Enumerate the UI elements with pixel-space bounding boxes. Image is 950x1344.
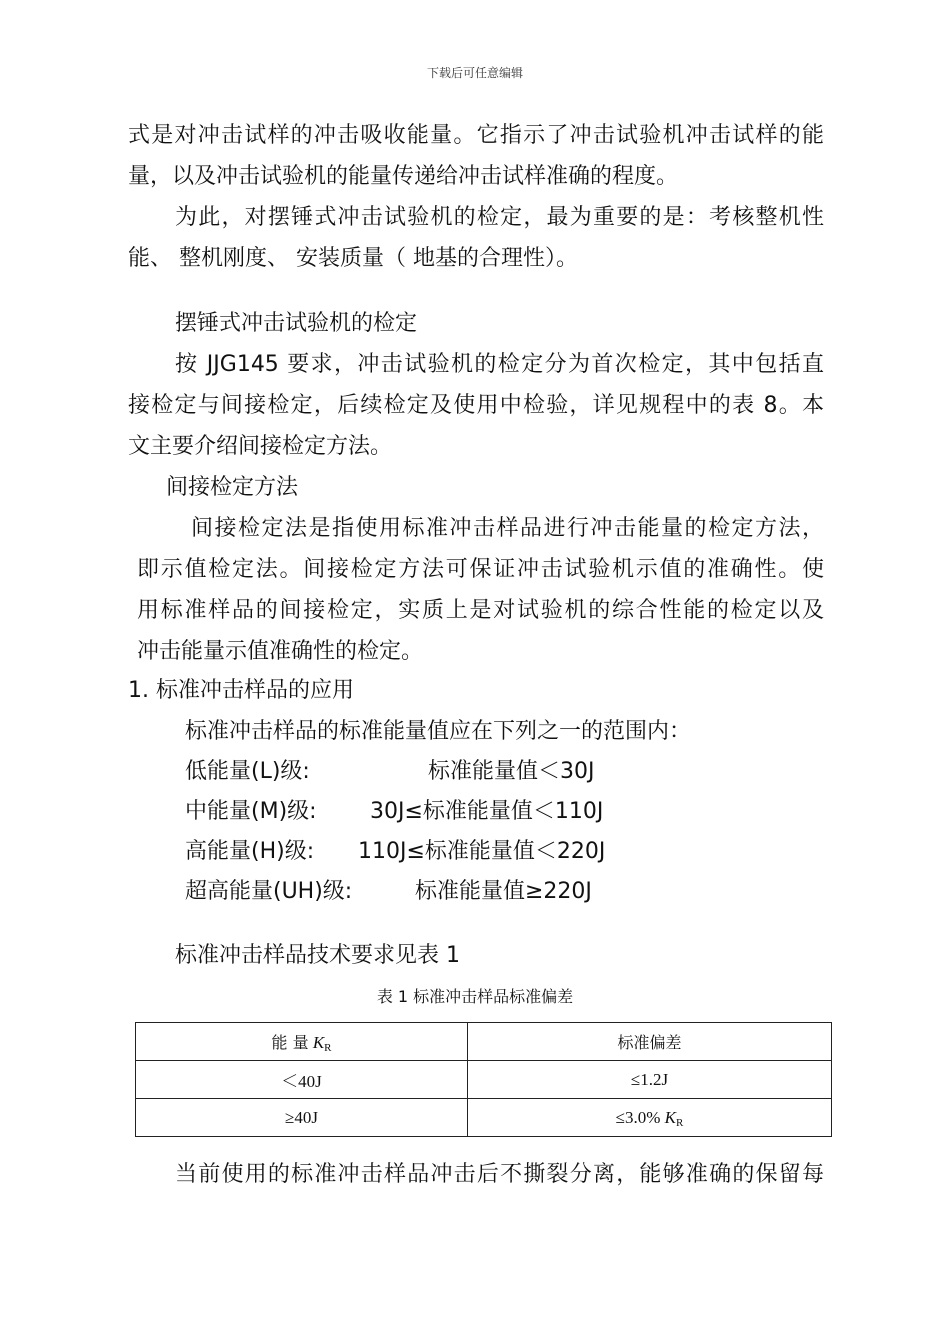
paragraph-line: 接检定与间接检定，后续检定及使用中检验，详见规程中的表 8。本 <box>128 393 824 418</box>
deviation-cell <box>468 1099 832 1137</box>
section-heading: 间接检定方法 <box>166 475 299 500</box>
header-deviation-label: 标准偏差 <box>617 1033 682 1052</box>
level-range: 110J≤标准能量值＜220J <box>358 839 606 864</box>
paragraph-line: 能、 整机刚度、 安装质量（ 地基的合理性）。 <box>128 246 578 271</box>
level-label: 低能量(L)级: <box>185 759 310 784</box>
table-row <box>136 1061 832 1099</box>
section-heading: 1. 标准冲击样品的应用 <box>128 678 354 703</box>
paragraph-line: 为此，对摆锤式冲击试验机的检定，最为重要的是：考核整机性 <box>175 205 824 230</box>
deviation-cell <box>468 1061 832 1099</box>
paragraph-line: 即示值检定法。间接检定方法可保证冲击试验机示值的准确性。使 <box>137 557 824 582</box>
paragraph-line: 用标准样品的间接检定，实质上是对试验机的综合性能的检定以及 <box>137 598 824 623</box>
level-label: 中能量(M)级: <box>185 799 317 824</box>
deviation-value: ≤1.2J <box>630 1069 669 1089</box>
table-caption: 表 1 标准冲击样品标准偏差 <box>376 987 574 1006</box>
level-label: 超高能量(UH)级: <box>185 879 353 904</box>
level-range: 标准能量值≥220J <box>415 879 592 904</box>
deviation-value: ≤3.0% <box>615 1107 661 1127</box>
paragraph-line: 量，以及冲击试验机的能量传递给冲击试样准确的程度。 <box>128 164 679 189</box>
paragraph-line: 间接检定法是指使用标准冲击样品进行冲击能量的检定方法， <box>191 516 824 541</box>
paragraph-line: 标准冲击样品的标准能量值应在下列之一的范围内： <box>185 719 692 744</box>
table-row <box>136 1099 832 1137</box>
section-heading: 摆锤式冲击试验机的检定 <box>175 311 418 336</box>
paragraph-line: 文主要介绍间接检定方法。 <box>128 434 393 459</box>
paragraph-line: 当前使用的标准冲击样品冲击后不撕裂分离，能够准确的保留每 <box>175 1162 824 1187</box>
energy-symbol-subscript: R <box>324 1042 332 1054</box>
level-label: 高能量(H)级: <box>185 839 315 864</box>
energy-symbol: K <box>312 1033 325 1052</box>
energy-cell: ≥40J <box>136 1099 468 1137</box>
header-energy-label: 能 量 <box>271 1033 309 1052</box>
paragraph-line: 按 JJG145 要求，冲击试验机的检定分为首次检定，其中包括直 <box>175 352 824 377</box>
energy-cell: ＜40J <box>136 1061 468 1099</box>
paragraph-line: 标准冲击样品技术要求见表 1 <box>175 943 460 968</box>
level-range: 30J≤标准能量值＜110J <box>370 799 604 824</box>
deviation-symbol: K <box>664 1107 676 1127</box>
header-cell-energy <box>136 1023 468 1061</box>
deviation-symbol-subscript: R <box>676 1116 684 1129</box>
paragraph-line: 式是对冲击试样的冲击吸收能量。它指示了冲击试验机冲击试样的能 <box>128 123 824 148</box>
paragraph-line: 冲击能量示值准确性的检定。 <box>137 639 424 664</box>
page-header: 下载后可任意编辑 <box>426 66 523 80</box>
deviation-table <box>135 1022 832 1137</box>
header-cell-deviation <box>468 1023 832 1061</box>
level-range: 标准能量值＜30J <box>428 759 595 784</box>
table-header-row <box>136 1023 832 1061</box>
